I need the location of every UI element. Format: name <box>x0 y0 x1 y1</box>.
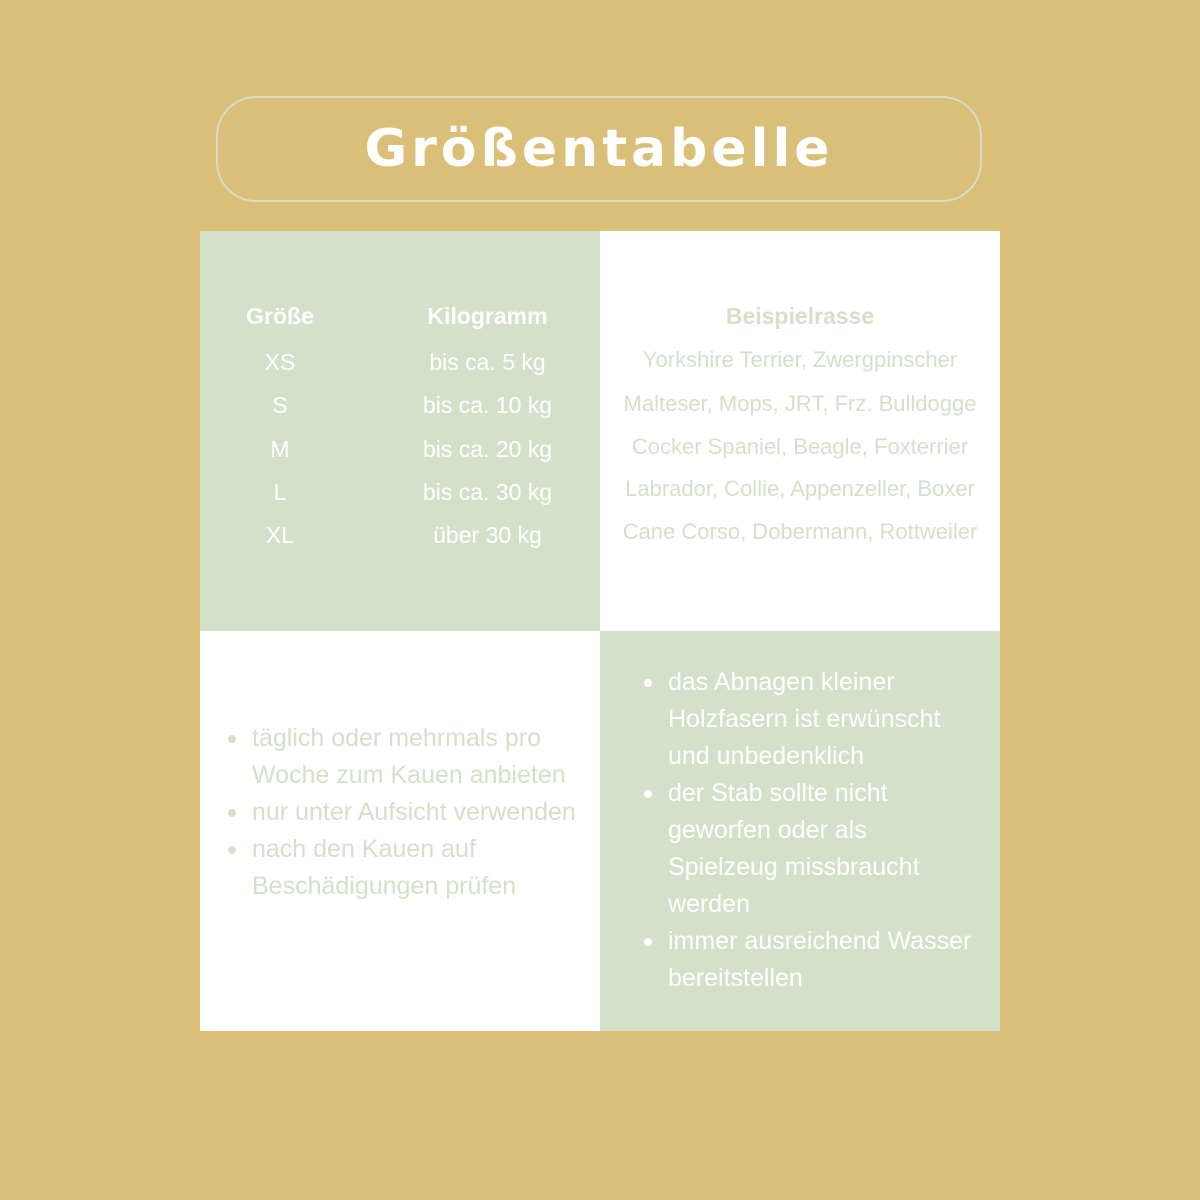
kg-cell: bis ca. 20 kg <box>422 436 553 462</box>
breed-column-header: Beispielrasse <box>725 303 875 329</box>
breed-row: Cane Corso, Dobermann, Rottweiler <box>622 519 978 544</box>
list-item: immer ausreichend Wasser bereitstellen <box>642 923 982 997</box>
kg-cell: bis ca. 5 kg <box>429 349 546 375</box>
usage-tips-list <box>226 720 596 905</box>
size-column-header: Größe <box>246 303 314 329</box>
list-item: das Abnagen kleiner Holzfasern ist erwünscht und unbedenklich <box>642 664 982 775</box>
bullet-icon <box>644 938 652 946</box>
list-item: der Stab sollte nicht geworfen oder als Spielzeug missbraucht werden <box>642 775 982 923</box>
breed-row: Cocker Spaniel, Beagle, Foxterrier <box>631 434 969 459</box>
list-item: täglich oder mehrmals pro Woche zum Kauen anbieten <box>226 720 596 794</box>
kg-cell: bis ca. 10 kg <box>422 392 553 418</box>
page-title: Größentabelle <box>364 119 834 179</box>
bullet-icon <box>228 846 236 854</box>
bullet-icon <box>228 735 236 743</box>
list-item: nur unter Aufsicht verwenden <box>226 794 596 831</box>
usage-tips-panel <box>200 631 600 1031</box>
size-cell: M <box>270 436 290 462</box>
bullet-icon <box>644 790 652 798</box>
safety-tips-panel <box>600 631 1000 1031</box>
size-cell: XS <box>264 349 296 375</box>
safety-tips-list <box>642 664 982 997</box>
breed-row: Yorkshire Terrier, Zwergpinscher <box>642 347 958 372</box>
size-cell: XL <box>265 522 295 548</box>
title-pill <box>216 96 982 202</box>
size-cell: L <box>273 479 287 505</box>
breed-panel <box>600 231 1000 631</box>
kg-column-header: Kilogramm <box>427 303 548 329</box>
size-table-panel <box>200 231 600 631</box>
bullet-icon <box>228 809 236 817</box>
kg-cell: bis ca. 30 kg <box>422 479 553 505</box>
breed-row: Labrador, Collie, Appenzeller, Boxer <box>625 476 975 501</box>
bullet-icon <box>644 679 652 687</box>
size-cell: S <box>272 392 288 418</box>
kg-cell: über 30 kg <box>433 522 542 548</box>
list-item: nach den Kauen auf Beschädigungen prüfen <box>226 831 596 905</box>
breed-row: Malteser, Mops, JRT, Frz. Bulldogge <box>623 391 977 416</box>
